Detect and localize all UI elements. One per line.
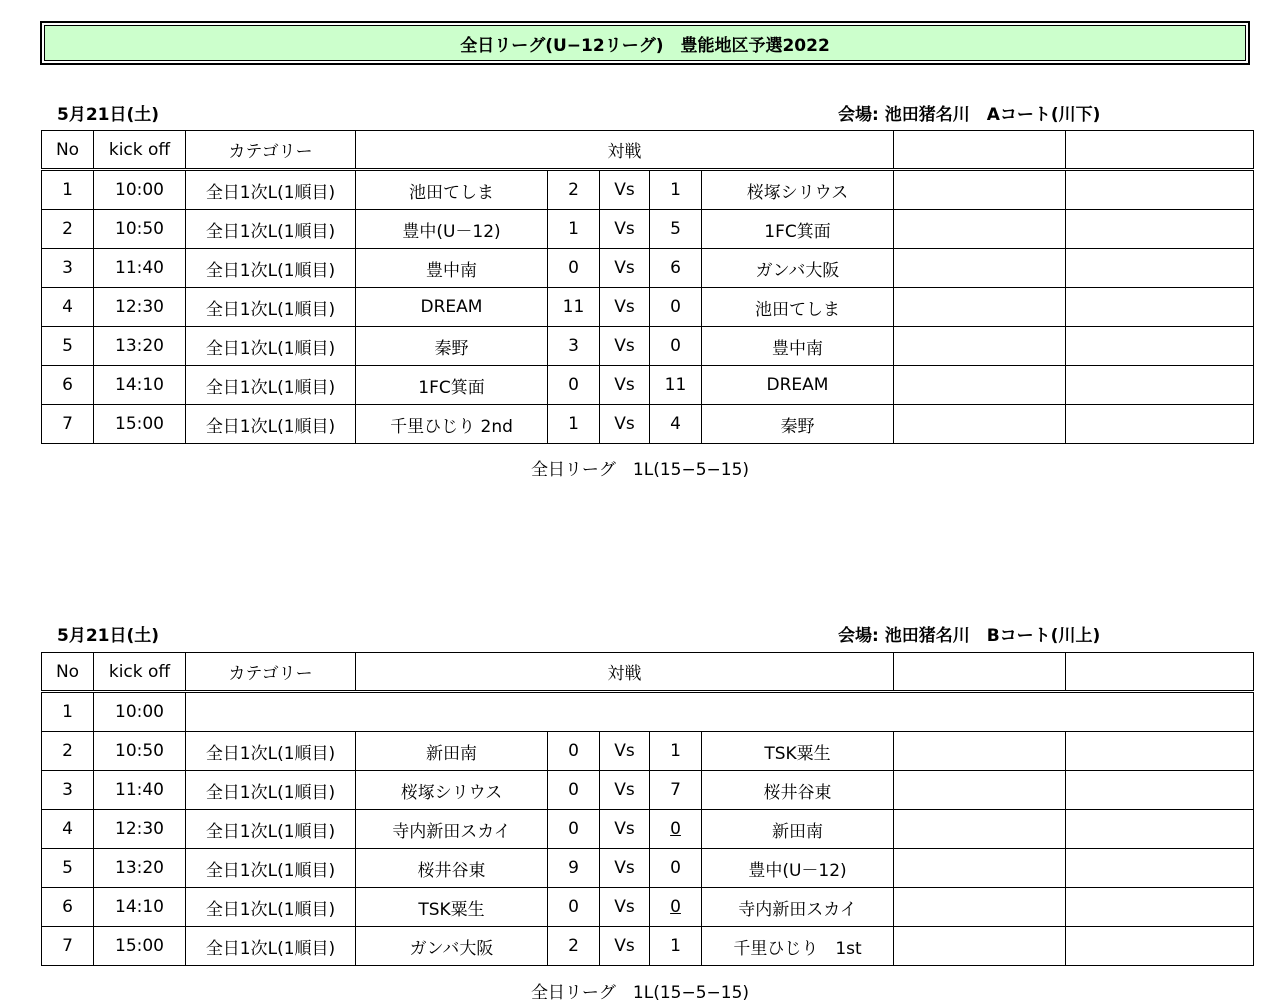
kickoff-time: 10:50 — [94, 210, 186, 249]
blank-cell — [1066, 405, 1254, 444]
blank-cell — [894, 810, 1066, 849]
home-team: 池田てしま — [356, 170, 548, 210]
kickoff-time: 12:30 — [94, 288, 186, 327]
away-score: 11 — [650, 366, 702, 405]
match-no: 6 — [42, 366, 94, 405]
category: 全日1次L(1順目) — [186, 771, 356, 810]
table-row — [42, 810, 1254, 849]
category: 全日1次L(1順目) — [186, 888, 356, 927]
table-row — [42, 849, 1254, 888]
table-row — [42, 927, 1254, 966]
vs-label: Vs — [600, 810, 650, 849]
table-header-row — [42, 131, 1254, 170]
header-match: 対戦 — [356, 653, 894, 692]
blank-cell — [894, 927, 1066, 966]
match-no: 1 — [42, 692, 94, 732]
header-blank-2 — [1066, 131, 1254, 170]
vs-label: Vs — [600, 888, 650, 927]
home-team: DREAM — [356, 288, 548, 327]
vs-label: Vs — [600, 249, 650, 288]
category: 全日1次L(1順目) — [186, 210, 356, 249]
blank-cell — [1066, 210, 1254, 249]
home-team: 千里ひじり 2nd — [356, 405, 548, 444]
blank-cell — [894, 210, 1066, 249]
match-no: 4 — [42, 288, 94, 327]
vs-label: Vs — [600, 405, 650, 444]
header-blank-1 — [894, 131, 1066, 170]
away-team: 池田てしま — [702, 288, 894, 327]
blank-cell — [894, 170, 1066, 210]
header-no: No — [42, 131, 94, 170]
table-row — [42, 732, 1254, 771]
home-team: 秦野 — [356, 327, 548, 366]
away-score: 0 — [650, 810, 702, 849]
table-row — [42, 210, 1254, 249]
blank-cell — [894, 771, 1066, 810]
away-score: 7 — [650, 771, 702, 810]
kickoff-time: 10:00 — [94, 692, 186, 732]
vs-label: Vs — [600, 771, 650, 810]
category: 全日1次L(1順目) — [186, 732, 356, 771]
category: 全日1次L(1順目) — [186, 810, 356, 849]
blank-cell — [894, 288, 1066, 327]
home-score: 0 — [548, 810, 600, 849]
blank-cell — [1066, 327, 1254, 366]
vs-label: Vs — [600, 210, 650, 249]
blank-cell — [1066, 288, 1254, 327]
home-team: 桜塚シリウス — [356, 771, 548, 810]
table-footer-b: 全日リーグ 1L(15−5−15) — [530, 983, 750, 1003]
blank-cell — [1066, 810, 1254, 849]
header-kickoff: kick off — [94, 653, 186, 692]
table-header-row — [42, 653, 1254, 692]
vs-label: Vs — [600, 288, 650, 327]
category: 全日1次L(1順目) — [186, 849, 356, 888]
home-team: 新田南 — [356, 732, 548, 771]
match-no: 4 — [42, 810, 94, 849]
kickoff-time: 13:20 — [94, 849, 186, 888]
blank-cell — [1066, 927, 1254, 966]
away-team: 新田南 — [702, 810, 894, 849]
away-team: TSK粟生 — [702, 732, 894, 771]
kickoff-time: 11:40 — [94, 771, 186, 810]
away-score: 0 — [650, 327, 702, 366]
vs-label: Vs — [600, 927, 650, 966]
kickoff-time: 15:00 — [94, 405, 186, 444]
blank-cell — [894, 327, 1066, 366]
match-no: 3 — [42, 249, 94, 288]
away-score: 1 — [650, 732, 702, 771]
category: 全日1次L(1順目) — [186, 249, 356, 288]
table-row — [42, 366, 1254, 405]
vs-label: Vs — [600, 732, 650, 771]
home-team: ガンバ大阪 — [356, 927, 548, 966]
match-no: 7 — [42, 405, 94, 444]
blank-cell — [894, 366, 1066, 405]
away-score: 0 — [650, 849, 702, 888]
away-score: 0 — [650, 888, 702, 927]
table-row — [42, 327, 1254, 366]
away-score: 0 — [650, 288, 702, 327]
venue-label-a: 会場: 池田猪名川 Aコート(川下) — [838, 105, 1101, 125]
table-row — [42, 170, 1254, 210]
home-team: 桜井谷東 — [356, 849, 548, 888]
blank-cell — [894, 405, 1066, 444]
away-team: 豊中(U－12) — [702, 849, 894, 888]
home-score: 0 — [548, 366, 600, 405]
away-score: 5 — [650, 210, 702, 249]
kickoff-time: 12:30 — [94, 810, 186, 849]
blank-cell — [1066, 849, 1254, 888]
away-team: 寺内新田スカイ — [702, 888, 894, 927]
schedule-table-a — [41, 130, 1254, 444]
category: 全日1次L(1順目) — [186, 927, 356, 966]
away-score: 1 — [650, 927, 702, 966]
kickoff-time: 15:00 — [94, 927, 186, 966]
away-score: 6 — [650, 249, 702, 288]
home-team: 寺内新田スカイ — [356, 810, 548, 849]
kickoff-time: 14:10 — [94, 888, 186, 927]
vs-label: Vs — [600, 170, 650, 210]
table-footer-a: 全日リーグ 1L(15−5−15) — [530, 460, 750, 480]
home-score: 2 — [548, 170, 600, 210]
home-team: 1FC箕面 — [356, 366, 548, 405]
header-no: No — [42, 653, 94, 692]
kickoff-time: 13:20 — [94, 327, 186, 366]
vs-label: Vs — [600, 327, 650, 366]
page-title: 全日リーグ(U−12リーグ) 豊能地区予選2022 — [44, 25, 1246, 61]
blank-cell — [1066, 249, 1254, 288]
blank-cell — [1066, 888, 1254, 927]
away-team: 桜塚シリウス — [702, 170, 894, 210]
blank-cell — [1066, 732, 1254, 771]
kickoff-time: 14:10 — [94, 366, 186, 405]
table-row — [42, 771, 1254, 810]
category: 全日1次L(1順目) — [186, 366, 356, 405]
blank-cell — [1066, 771, 1254, 810]
away-score: 1 — [650, 170, 702, 210]
home-score: 11 — [548, 288, 600, 327]
away-team: DREAM — [702, 366, 894, 405]
home-score: 9 — [548, 849, 600, 888]
away-team: 1FC箕面 — [702, 210, 894, 249]
venue-label-b: 会場: 池田猪名川 Bコート(川上) — [838, 626, 1101, 646]
blank-cell — [1066, 366, 1254, 405]
home-team: 豊中(U－12) — [356, 210, 548, 249]
schedule-table-b — [41, 652, 1254, 966]
category: 全日1次L(1順目) — [186, 405, 356, 444]
away-team: 豊中南 — [702, 327, 894, 366]
match-no: 2 — [42, 732, 94, 771]
match-no: 1 — [42, 170, 94, 210]
header-match: 対戦 — [356, 131, 894, 170]
date-label-b: 5月21日(土) — [57, 626, 160, 646]
home-score: 0 — [548, 888, 600, 927]
home-score: 2 — [548, 927, 600, 966]
header-category: カテゴリー — [186, 131, 356, 170]
home-team: TSK粟生 — [356, 888, 548, 927]
home-score: 3 — [548, 327, 600, 366]
header-blank-2 — [1066, 653, 1254, 692]
home-score: 0 — [548, 249, 600, 288]
blank-cell — [1066, 170, 1254, 210]
table-row — [42, 405, 1254, 444]
category: 全日1次L(1順目) — [186, 170, 356, 210]
kickoff-time: 10:00 — [94, 170, 186, 210]
home-team: 豊中南 — [356, 249, 548, 288]
title-banner — [40, 21, 1250, 65]
kickoff-time: 10:50 — [94, 732, 186, 771]
home-score: 0 — [548, 732, 600, 771]
header-blank-1 — [894, 653, 1066, 692]
kickoff-time: 11:40 — [94, 249, 186, 288]
blank-cell — [894, 888, 1066, 927]
table-row — [42, 888, 1254, 927]
away-team: 秦野 — [702, 405, 894, 444]
home-score: 1 — [548, 210, 600, 249]
table-row — [42, 249, 1254, 288]
home-score: 0 — [548, 771, 600, 810]
match-no: 6 — [42, 888, 94, 927]
category: 全日1次L(1順目) — [186, 288, 356, 327]
empty-slot — [186, 692, 1254, 732]
match-no: 3 — [42, 771, 94, 810]
header-category: カテゴリー — [186, 653, 356, 692]
category: 全日1次L(1順目) — [186, 327, 356, 366]
away-team: ガンバ大阪 — [702, 249, 894, 288]
match-no: 2 — [42, 210, 94, 249]
header-kickoff: kick off — [94, 131, 186, 170]
away-team: 桜井谷東 — [702, 771, 894, 810]
vs-label: Vs — [600, 366, 650, 405]
vs-label: Vs — [600, 849, 650, 888]
match-no: 5 — [42, 849, 94, 888]
away-score: 4 — [650, 405, 702, 444]
home-score: 1 — [548, 405, 600, 444]
table-row — [42, 692, 1254, 732]
match-no: 5 — [42, 327, 94, 366]
blank-cell — [894, 849, 1066, 888]
date-label-a: 5月21日(土) — [57, 105, 160, 125]
blank-cell — [894, 732, 1066, 771]
blank-cell — [894, 249, 1066, 288]
table-row — [42, 288, 1254, 327]
match-no: 7 — [42, 927, 94, 966]
away-team: 千里ひじり 1st — [702, 927, 894, 966]
